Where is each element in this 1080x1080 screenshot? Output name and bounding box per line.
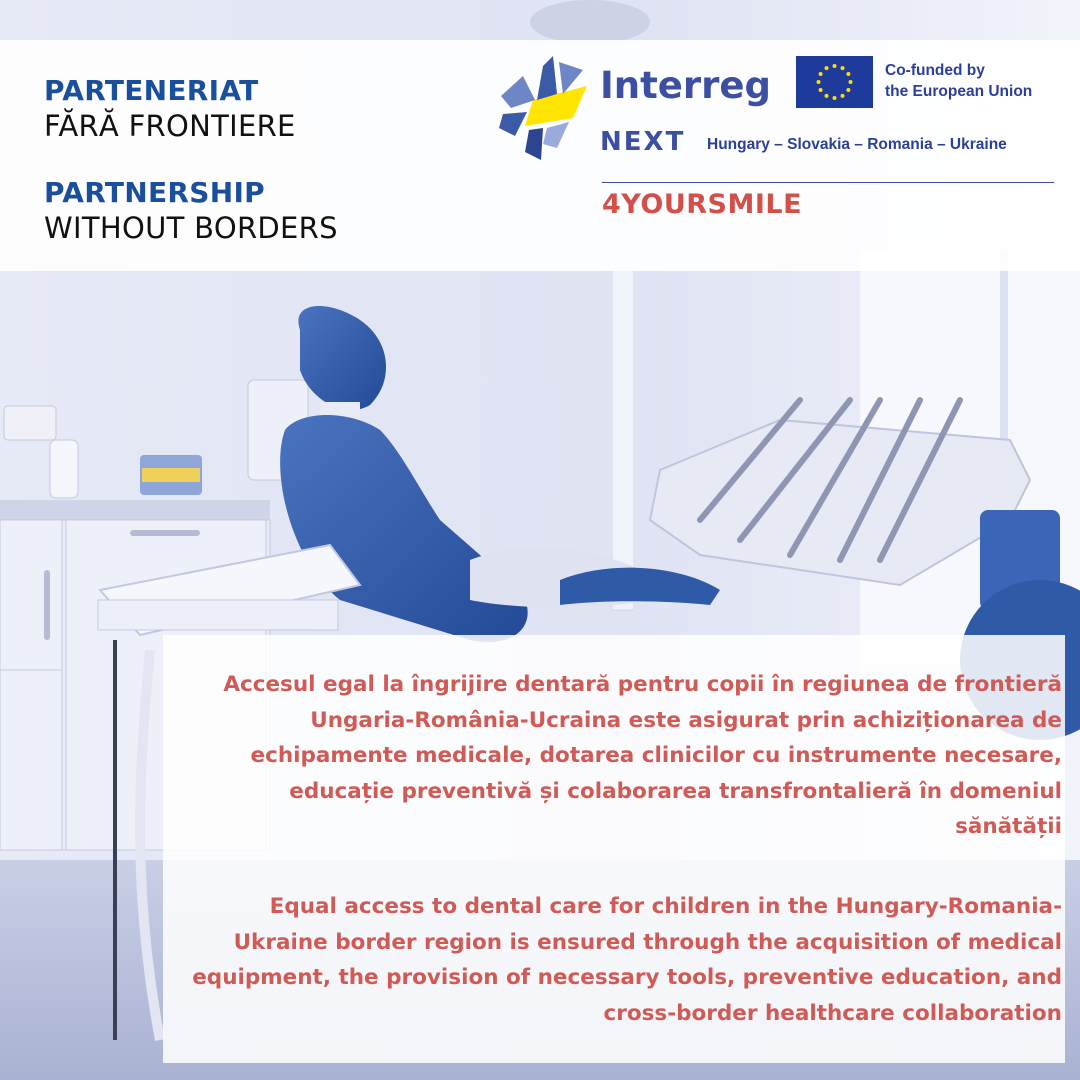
next-wordmark: NEXT	[600, 127, 686, 157]
slogan-english	[44, 176, 338, 246]
interreg-star-logo-icon	[497, 56, 593, 160]
programme-countries: Hungary – Slovakia – Romania – Ukraine	[707, 136, 1007, 153]
eu-flag-icon	[796, 56, 873, 108]
logo-divider	[602, 182, 1054, 183]
slogan-en-bold: PARTNERSHIP	[44, 176, 265, 209]
description-english: Equal access to dental care for children in the Hungary-Romania-Ukraine border region is ensured through the acquisition of medical equipment, the provision of necessary tools, preventive education, and cross-border healthcare collaboration	[192, 894, 1062, 1026]
slogan-en-thin: WITHOUT BORDERS	[44, 211, 338, 245]
interreg-wordmark: Interreg	[600, 64, 771, 107]
slogan-ro-thin: FĂRĂ FRONTIERE	[44, 109, 296, 143]
description-panel	[163, 635, 1065, 1063]
slogan-ro-bold: PARTENERIAT	[44, 74, 259, 107]
slogan-romanian	[44, 74, 296, 144]
eu-cofunded-text	[885, 60, 1032, 102]
eu-text-line2: the European Union	[885, 83, 1033, 100]
project-name: 4YOURSMILE	[602, 189, 803, 220]
description-romanian: Accesul egal la îngrijire dentară pentru copii în regiunea de frontieră Ungaria-România-Ucraina este asigurat prin achiziționarea de echipamente medicale, dotarea clinicilor cu instrumente necesare, educație preventivă și colaborarea transfrontalieră în domeniul sănătății	[223, 672, 1062, 839]
eu-text-line1: Co-funded by	[885, 62, 985, 79]
